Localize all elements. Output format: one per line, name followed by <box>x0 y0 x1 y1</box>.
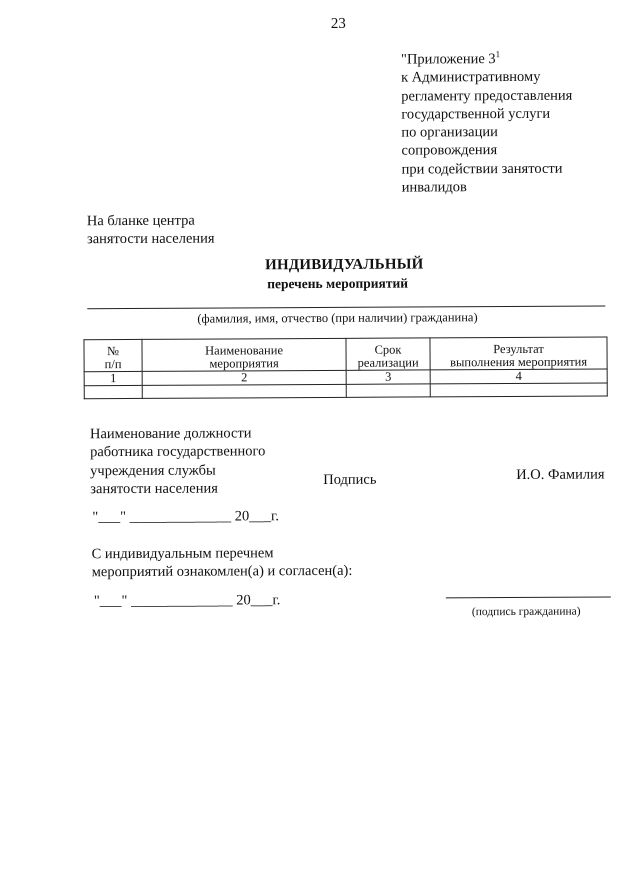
date-field-citizen: "___" ______________ 20___г. <box>93 592 281 610</box>
employee-position-label: Наименование должности работника государственного учреждения службы занятости населения <box>89 425 266 498</box>
empty-cell <box>346 384 430 397</box>
citizen-signature-line <box>446 596 611 598</box>
name-label: И.О. Фамилия <box>516 466 605 483</box>
number-cell: 3 <box>346 370 430 384</box>
appendix-line: к Административному <box>401 69 541 86</box>
letterhead-line: занятости населения <box>86 230 215 248</box>
appendix-line: инвалидов <box>401 179 467 196</box>
header-cell-name: Наименование мероприятия <box>142 338 346 371</box>
table-empty-row <box>84 383 607 399</box>
empty-cell <box>430 383 607 397</box>
signature-label: Подпись <box>323 471 377 488</box>
table-header-row <box>84 337 607 372</box>
appendix-title <box>401 45 572 69</box>
appendix-line: государственной услуги <box>401 105 551 123</box>
number-cell: 1 <box>84 371 142 385</box>
acquaintance-statement: С индивидуальным перечнем мероприятий ознакомлен(а) и согласен(а): <box>91 545 353 581</box>
citizen-signature-caption: (подпись гражданина) <box>471 605 581 619</box>
page-number: 23 <box>330 15 346 32</box>
measures-table <box>83 336 607 399</box>
header-cell-term: Срок реализации <box>346 338 430 370</box>
appendix-line: при содействии занятости <box>401 160 563 178</box>
number-cell: 2 <box>142 370 346 385</box>
fio-caption: (фамилия, имя, отчество (при наличии) гражданина) <box>197 310 478 326</box>
appendix-header <box>401 45 573 197</box>
fio-fill-line <box>87 306 605 310</box>
appendix-superscript: 1 <box>495 49 501 60</box>
letterhead-line: На бланке центра <box>86 212 195 230</box>
header-cell-result: Результат выполнения мероприятия <box>430 337 607 370</box>
empty-cell <box>142 384 346 398</box>
header-cell-number: № п/п <box>84 339 142 371</box>
empty-cell <box>84 385 142 398</box>
document-title: ИНДИВИДУАЛЬНЫЙ <box>265 256 424 274</box>
number-cell: 4 <box>430 369 607 384</box>
appendix-line: регламенту предоставления <box>401 87 573 105</box>
appendix-title-text: "Приложение 3 <box>400 51 496 68</box>
document-subtitle: перечень мероприятий <box>267 275 409 292</box>
date-field-employee: "___" ______________ 20___г. <box>92 508 279 526</box>
appendix-line: по организации <box>401 124 498 141</box>
letterhead-note <box>87 212 215 249</box>
appendix-line: сопровождения <box>401 142 498 160</box>
